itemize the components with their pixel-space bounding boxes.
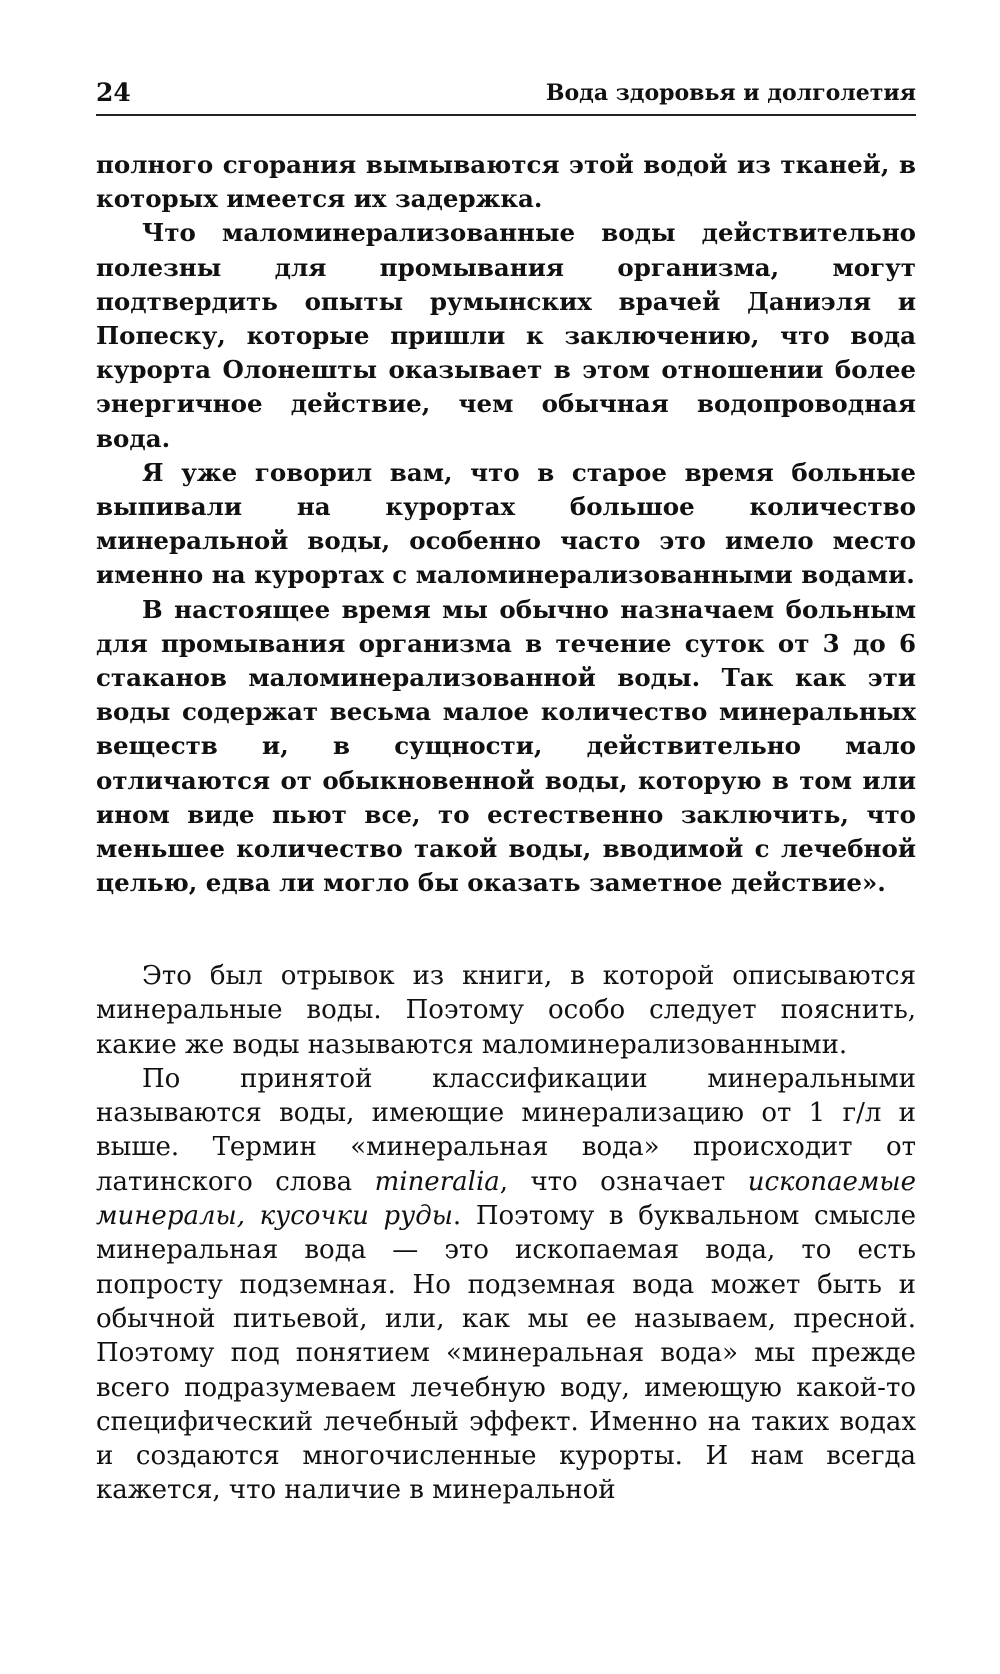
paragraph: Что маломинерализованные воды действительно полезны для промывания организма, могут подтвердить опыты румынских врачей Даниэля и Попеску, которые пришли к заключению, что вода курорта Олонешты оказывает в этом отношении более энергичное действие, чем обычная водопроводная вода. [96, 218, 916, 453]
page-header [96, 74, 916, 116]
running-title: Вода здоровья и долголетия [545, 80, 916, 106]
term-meaning: ископаемые минералы, кусочки руды [96, 1166, 916, 1232]
latin-term: mineralia [374, 1166, 500, 1197]
paragraph: Это был отрывок из книги, в которой описываются минеральные воды. Поэтому особо следует пояснить, какие же воды называются маломинерализованными. [96, 961, 916, 1060]
page-number: 24 [96, 78, 131, 107]
paragraph: Я уже говорил вам, что в старое время больные выпивали на курортах большое количество минеральной воды, особенно часто это имело место именно на курортах с маломинерализованными водами. [96, 457, 916, 590]
paragraph: полного сгорания вымываются этой водой из тканей, в которых имеется их задержка. [96, 150, 916, 214]
paragraph [96, 1062, 916, 1508]
text-run: . Поэтому в буквальном смысле минеральная вода — это ископаемая вода, то есть попросту подземная. Но подземная вода может быть и обычной питьевой, или, как мы ее называем, пресной. Поэтому под понятием «минеральная вода» мы прежде всего подразумеваем лечебную воду, имеющую какой-то специфический лечебный эффект. Именно на таких водах и создаются многочисленные курорты. И нам всегда кажется, что наличие в минеральной [96, 1201, 916, 1506]
text-run: , что означает [499, 1166, 748, 1197]
paragraph: В настоящее время мы обычно назначаем больным для промывания организма в течение суток от 3 до 6 стаканов маломинерализованной воды. Так как эти воды содержат весьма малое количество минеральных веществ и, в сущности, действительно мало отличаются от обыкновенной воды, которую в том или ином виде пьют все, то естественно заключить, что меньшее количество такой воды, вводимой с лечебной целью, едва ли могло бы оказать заметное действие». [96, 594, 916, 898]
quoted-passage [96, 148, 916, 900]
main-text [96, 959, 916, 1508]
text-run: По принятой классификации минеральными называются воды, имеющие минерализацию от 1 г/л и выше. Термин «минеральная вода» происходит от латинского слова [96, 1063, 916, 1197]
